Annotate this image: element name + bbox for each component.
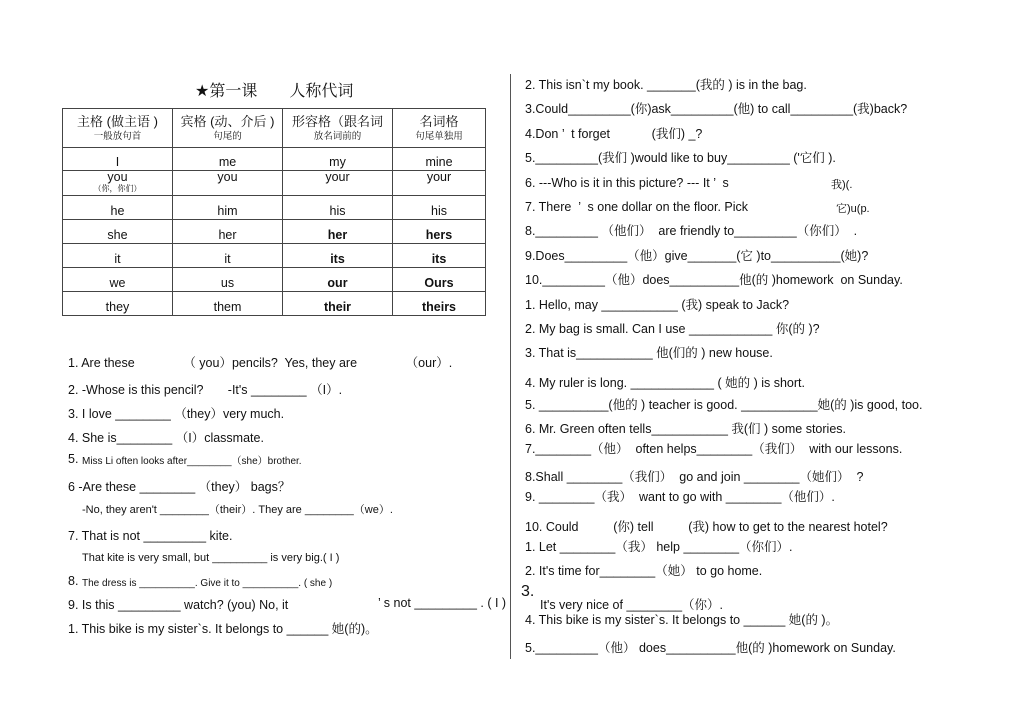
cell-text: we [109,276,126,290]
exercise-line: 2. This isn`t my book. _______(我的 ) is in the bag. [525,78,807,92]
cell-text: its [431,252,447,266]
table-cell [173,268,283,292]
exercise-line: 10. Could (你) tell (我) how to get to the nearest hotel? [525,520,888,534]
you-note: （你，你们） [93,184,142,193]
header-sub: 句尾的 [213,130,242,142]
cell-text: them [213,300,242,314]
header-sub: 一般放句首 [93,130,142,142]
table-row [63,220,486,244]
table-cell [63,220,173,244]
table-cell [283,292,393,316]
header-subject-case [63,109,173,148]
header-main: 主格 (做主语 ) [77,113,158,129]
table-cell [173,292,283,316]
cell-text: he [110,204,125,218]
exercise-line: 9.Does_________（他）give_______(它 )to__________(她)? [525,249,869,263]
table-cell [173,196,283,220]
header-noun-possessive [393,109,486,148]
cell-text: you [107,170,128,184]
table-cell [393,268,486,292]
cell-text: you [217,170,238,184]
table-header-row [63,109,486,148]
exercise-line: 6 -Are these ________ （they） bags？ [68,480,291,494]
table-cell [393,292,486,316]
header-main: 名词格 [419,113,459,129]
table-cell [393,171,486,196]
table-cell [173,148,283,171]
exercise-line: That kite is very small, but _________ is very big.( I ) [82,552,340,564]
table-cell [393,148,486,171]
table-cell [173,244,283,268]
exercise-line: 1. Are these （ you）pencils? Yes, they are （our）. [68,356,453,370]
exercise-line: 7.________（他） often helps________（我们） with our lessons. [525,442,903,456]
exercise-line: 3. That is___________ 他(们的 ) new house. [525,346,773,360]
cell-text: Ours [424,276,454,290]
table-cell [393,244,486,268]
exercise-line: 4. This bike is my sister`s. It belongs to ______ 她(的 )。 [525,613,839,627]
header-sub: 放名词前的 [313,130,362,142]
exercise-line: 9. ________（我） want to go with ________（他们）. [525,490,835,504]
header-main: 形容格（跟名词 [291,113,383,129]
column-divider [510,74,511,659]
table-row [63,292,486,316]
table-cell [173,220,283,244]
exercise-line: 1. Let ________（我） help ________（你们）. [525,540,793,554]
exercise-line: 它)u(p. [836,203,870,215]
cell-text: her [327,228,348,242]
cell-text: mine [425,155,453,169]
cell-text: your [325,170,350,184]
cell-text: theirs [421,300,457,314]
exercise-line: ’ s not _________ . ( I ) [378,596,507,610]
cell-text: us [220,276,235,290]
table-cell [63,148,173,171]
cell-text: your [426,170,452,184]
exercise-line: 4.Don ’ t forget (我们) _? [525,127,703,141]
table-row [63,196,486,220]
pronoun-table [62,108,486,316]
cell-text: her [218,228,237,242]
exercise-line: 6. Mr. Green often tells___________ 我(们 ) some stories. [525,422,846,436]
header-object-case [173,109,283,148]
exercise-line: The dress is __________. Give it to __________. ( she ) [82,578,333,589]
exercise-line: 10._________（他）does__________他(的 )homework on Sunday. [525,273,903,287]
exercise-line: 8. [68,574,79,588]
cell-text: his [329,204,346,218]
exercise-line: 5._________（他） does__________他(的 )homework on Sunday. [525,641,896,655]
exercise-line: 5. [68,452,79,466]
exercise-line: 4. My ruler is long. ____________ ( 她的 ) is short. [525,376,805,390]
table-row [63,171,486,196]
exercise-line: 我)(. [831,179,853,191]
table-cell [283,268,393,292]
exercise-line: 7. There ’ s one dollar on the floor. Pick [525,200,749,214]
page-title: ★第一课 人称代词 [195,83,354,100]
exercise-line: 9. Is this _________ watch? (you) No, it [68,598,289,612]
cell-text: my [329,155,346,169]
table-cell [283,220,393,244]
table-cell [63,268,173,292]
exercise-line: 8.Shall ________（我们） go and join ________（她们） ? [525,470,864,484]
cell-text: him [217,204,238,218]
table-cell [393,196,486,220]
cell-text: his [431,204,447,218]
cell-text: its [330,252,345,266]
cell-text: they [105,300,130,314]
cell-text: it [114,252,121,266]
exercise-line: 7. That is not _________ kite. [68,529,233,543]
table-cell [63,292,173,316]
table-row [63,268,486,292]
table-cell [283,244,393,268]
table-cell [283,148,393,171]
exercise-line: 3.Could_________(你)ask_________(他) to call_________(我)back? [525,102,908,116]
table-cell [173,171,283,196]
exercise-line: Miss Li often looks after________（she）brother. [82,456,302,467]
exercise-line: 1. This bike is my sister`s. It belongs to ______ 她(的)。 [68,622,378,636]
exercise-line: 5._________(我们 )would like to buy_________ ('它们 ). [525,151,836,165]
table-row [63,244,486,268]
cell-text: it [224,252,231,266]
exercise-line: 5. __________(他的 ) teacher is good. ___________她(的 )is good, too. [525,398,923,412]
cell-text: their [323,300,352,314]
exercise-line: 2. It's time for________（她） to go home. [525,564,763,578]
header-sub: 句尾单独用 [415,130,463,142]
exercise-line: 2. My bag is small. Can I use ____________ 你(的 )? [525,322,820,336]
cell-text: hers [425,228,453,242]
table-cell [63,196,173,220]
cell-text: our [327,276,348,290]
table-cell [283,171,393,196]
table-cell [63,244,173,268]
exercise-line: 8._________ （他们） are friendly to_________（你们） . [525,224,858,238]
table-cell [63,171,173,196]
table-cell [393,220,486,244]
cell-text: I [115,155,120,169]
table-row [63,148,486,171]
exercise-line: It's very nice of ________（你）. [540,598,724,612]
exercise-line: 6. ---Who is it in this picture? --- It ’ s [525,176,729,190]
header-adjective-possessive [283,109,393,148]
exercise-line: 3. I love ________ （they）very much. [68,407,285,421]
table-cell [283,196,393,220]
exercise-line: 2. -Whose is this pencil? -It's ________ （I）. [68,383,343,397]
exercise-line: -No, they aren't ________（their）. They are ________（we）. [82,504,393,516]
exercise-line: 4. She is________ （I）classmate. [68,431,264,445]
exercise-number: 3. [521,583,535,600]
cell-text: me [218,155,237,169]
cell-text: she [107,228,128,242]
header-main: 宾格 (动、介后 ) [180,113,275,129]
exercise-line: 1. Hello, may ___________ (我) speak to Jack? [525,298,790,312]
